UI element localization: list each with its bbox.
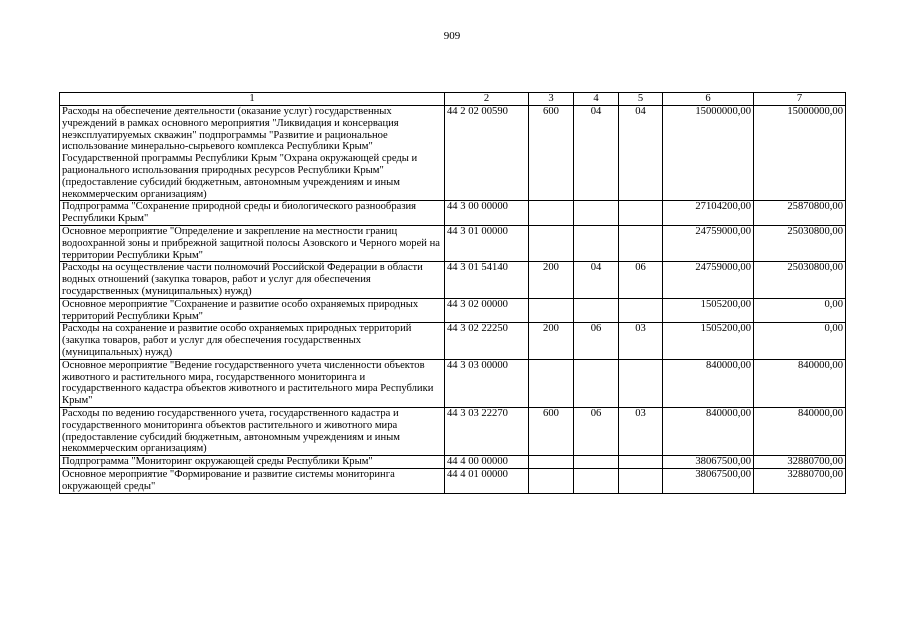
table-row <box>60 407 846 455</box>
header-cell: 7 <box>754 93 846 106</box>
amount-cell-year1: 840000,00 <box>663 359 754 407</box>
description-cell: Основное мероприятие "Сохранение и развитие особо охраняемых природных территорий Республики Крым" <box>60 298 445 323</box>
page-number: 909 <box>443 30 461 42</box>
amount-cell-year1: 15000000,00 <box>663 106 754 201</box>
subsection-cell <box>619 298 663 323</box>
code-cell: 44 4 00 00000 <box>445 456 529 469</box>
expense-type-cell: 200 <box>529 262 574 298</box>
expense-type-cell <box>529 359 574 407</box>
code-cell: 44 3 03 00000 <box>445 359 529 407</box>
amount-cell-year1: 38067500,00 <box>663 456 754 469</box>
code-cell: 44 3 01 54140 <box>445 262 529 298</box>
amount-cell-year1: 1505200,00 <box>663 298 754 323</box>
code-cell: 44 3 03 22270 <box>445 407 529 455</box>
description-cell: Расходы на сохранение и развитие особо охраняемых природных территорий (закупка товаров, работ и услуг для обеспечения государственных (муниципальных) нужд) <box>60 323 445 359</box>
description-cell: Основное мероприятие "Ведение государственного учета численности объектов животного и растительного мира, государственного мониторинга и государственного кадастра объектов животного и растительного мира Республики Крым" <box>60 359 445 407</box>
amount-cell-year1: 27104200,00 <box>663 201 754 226</box>
code-cell: 44 3 02 22250 <box>445 323 529 359</box>
amount-cell-year2: 840000,00 <box>754 407 846 455</box>
header-cell: 2 <box>445 93 529 106</box>
section-cell <box>574 201 619 226</box>
expense-type-cell <box>529 201 574 226</box>
description-cell: Подпрограмма "Сохранение природной среды и биологического разнообразия Республики Крым" <box>60 201 445 226</box>
description-cell: Расходы по ведению государственного учета, государственного кадастра и государственного мониторинга объектов растительного и животного мира (предоставление субсидий бюджетным, автономным учреждениям и иным некоммерческим организациям) <box>60 407 445 455</box>
description-cell: Основное мероприятие "Формирование и развитие системы мониторинга окружающей среды" <box>60 468 445 493</box>
section-cell: 04 <box>574 106 619 201</box>
amount-cell-year2: 25030800,00 <box>754 225 846 261</box>
description-cell: Расходы на обеспечение деятельности (оказание услуг) государственных учреждений в рамках основного мероприятия "Ликвидация и консервация неэксплуатируемых скважин" подпрограммы "Развитие и рациональное использование минерально-сырьевого комплекса Республики Крым" Государственной программы Республики Крым "Охрана окружающей среды и рационального использования природных ресурсов Республики Крым" (предоставление субсидий бюджетным, автономным учреждениям и иным некоммерческим организациям) <box>60 106 445 201</box>
section-cell <box>574 359 619 407</box>
subsection-cell: 06 <box>619 262 663 298</box>
table-row <box>60 456 846 469</box>
code-cell: 44 3 00 00000 <box>445 201 529 226</box>
amount-cell-year2: 840000,00 <box>754 359 846 407</box>
amount-cell-year1: 24759000,00 <box>663 225 754 261</box>
section-cell <box>574 298 619 323</box>
table-row <box>60 298 846 323</box>
expense-type-cell <box>529 225 574 261</box>
expense-type-cell <box>529 456 574 469</box>
code-cell: 44 3 02 00000 <box>445 298 529 323</box>
header-cell: 6 <box>663 93 754 106</box>
code-cell: 44 3 01 00000 <box>445 225 529 261</box>
amount-cell-year2: 0,00 <box>754 323 846 359</box>
amount-cell-year2: 32880700,00 <box>754 468 846 493</box>
header-row <box>60 93 846 106</box>
section-cell <box>574 225 619 261</box>
subsection-cell: 03 <box>619 407 663 455</box>
subsection-cell <box>619 359 663 407</box>
amount-cell-year2: 25870800,00 <box>754 201 846 226</box>
subsection-cell <box>619 468 663 493</box>
subsection-cell <box>619 456 663 469</box>
table-row <box>60 359 846 407</box>
table-row <box>60 225 846 261</box>
header-cell: 3 <box>529 93 574 106</box>
expense-type-cell: 200 <box>529 323 574 359</box>
code-cell: 44 2 02 00590 <box>445 106 529 201</box>
amount-cell-year1: 24759000,00 <box>663 262 754 298</box>
header-cell: 5 <box>619 93 663 106</box>
amount-cell-year2: 32880700,00 <box>754 456 846 469</box>
table-row <box>60 106 846 201</box>
expense-type-cell: 600 <box>529 407 574 455</box>
amount-cell-year2: 15000000,00 <box>754 106 846 201</box>
code-cell: 44 4 01 00000 <box>445 468 529 493</box>
header-cell: 1 <box>60 93 445 106</box>
description-cell: Расходы на осуществление части полномочий Российской Федерации в области водных отношений (закупка товаров, работ и услуг для обеспечения государственных (муниципальных) нужд) <box>60 262 445 298</box>
amount-cell-year1: 38067500,00 <box>663 468 754 493</box>
amount-cell-year1: 840000,00 <box>663 407 754 455</box>
table-row <box>60 201 846 226</box>
subsection-cell: 03 <box>619 323 663 359</box>
subsection-cell <box>619 201 663 226</box>
budget-table <box>59 92 846 494</box>
subsection-cell: 04 <box>619 106 663 201</box>
amount-cell-year2: 25030800,00 <box>754 262 846 298</box>
expense-type-cell: 600 <box>529 106 574 201</box>
section-cell: 04 <box>574 262 619 298</box>
table-row <box>60 262 846 298</box>
description-cell: Подпрограмма "Мониторинг окружающей среды Республики Крым" <box>60 456 445 469</box>
table-row <box>60 323 846 359</box>
description-cell: Основное мероприятие "Определение и закрепление на местности границ водоохранной зоны и прибрежной защитной полосы Азовского и Черного морей на территории Республики Крым" <box>60 225 445 261</box>
amount-cell-year1: 1505200,00 <box>663 323 754 359</box>
section-cell <box>574 468 619 493</box>
subsection-cell <box>619 225 663 261</box>
section-cell: 06 <box>574 407 619 455</box>
amount-cell-year2: 0,00 <box>754 298 846 323</box>
expense-type-cell <box>529 468 574 493</box>
section-cell <box>574 456 619 469</box>
section-cell: 06 <box>574 323 619 359</box>
table-row <box>60 468 846 493</box>
header-cell: 4 <box>574 93 619 106</box>
expense-type-cell <box>529 298 574 323</box>
